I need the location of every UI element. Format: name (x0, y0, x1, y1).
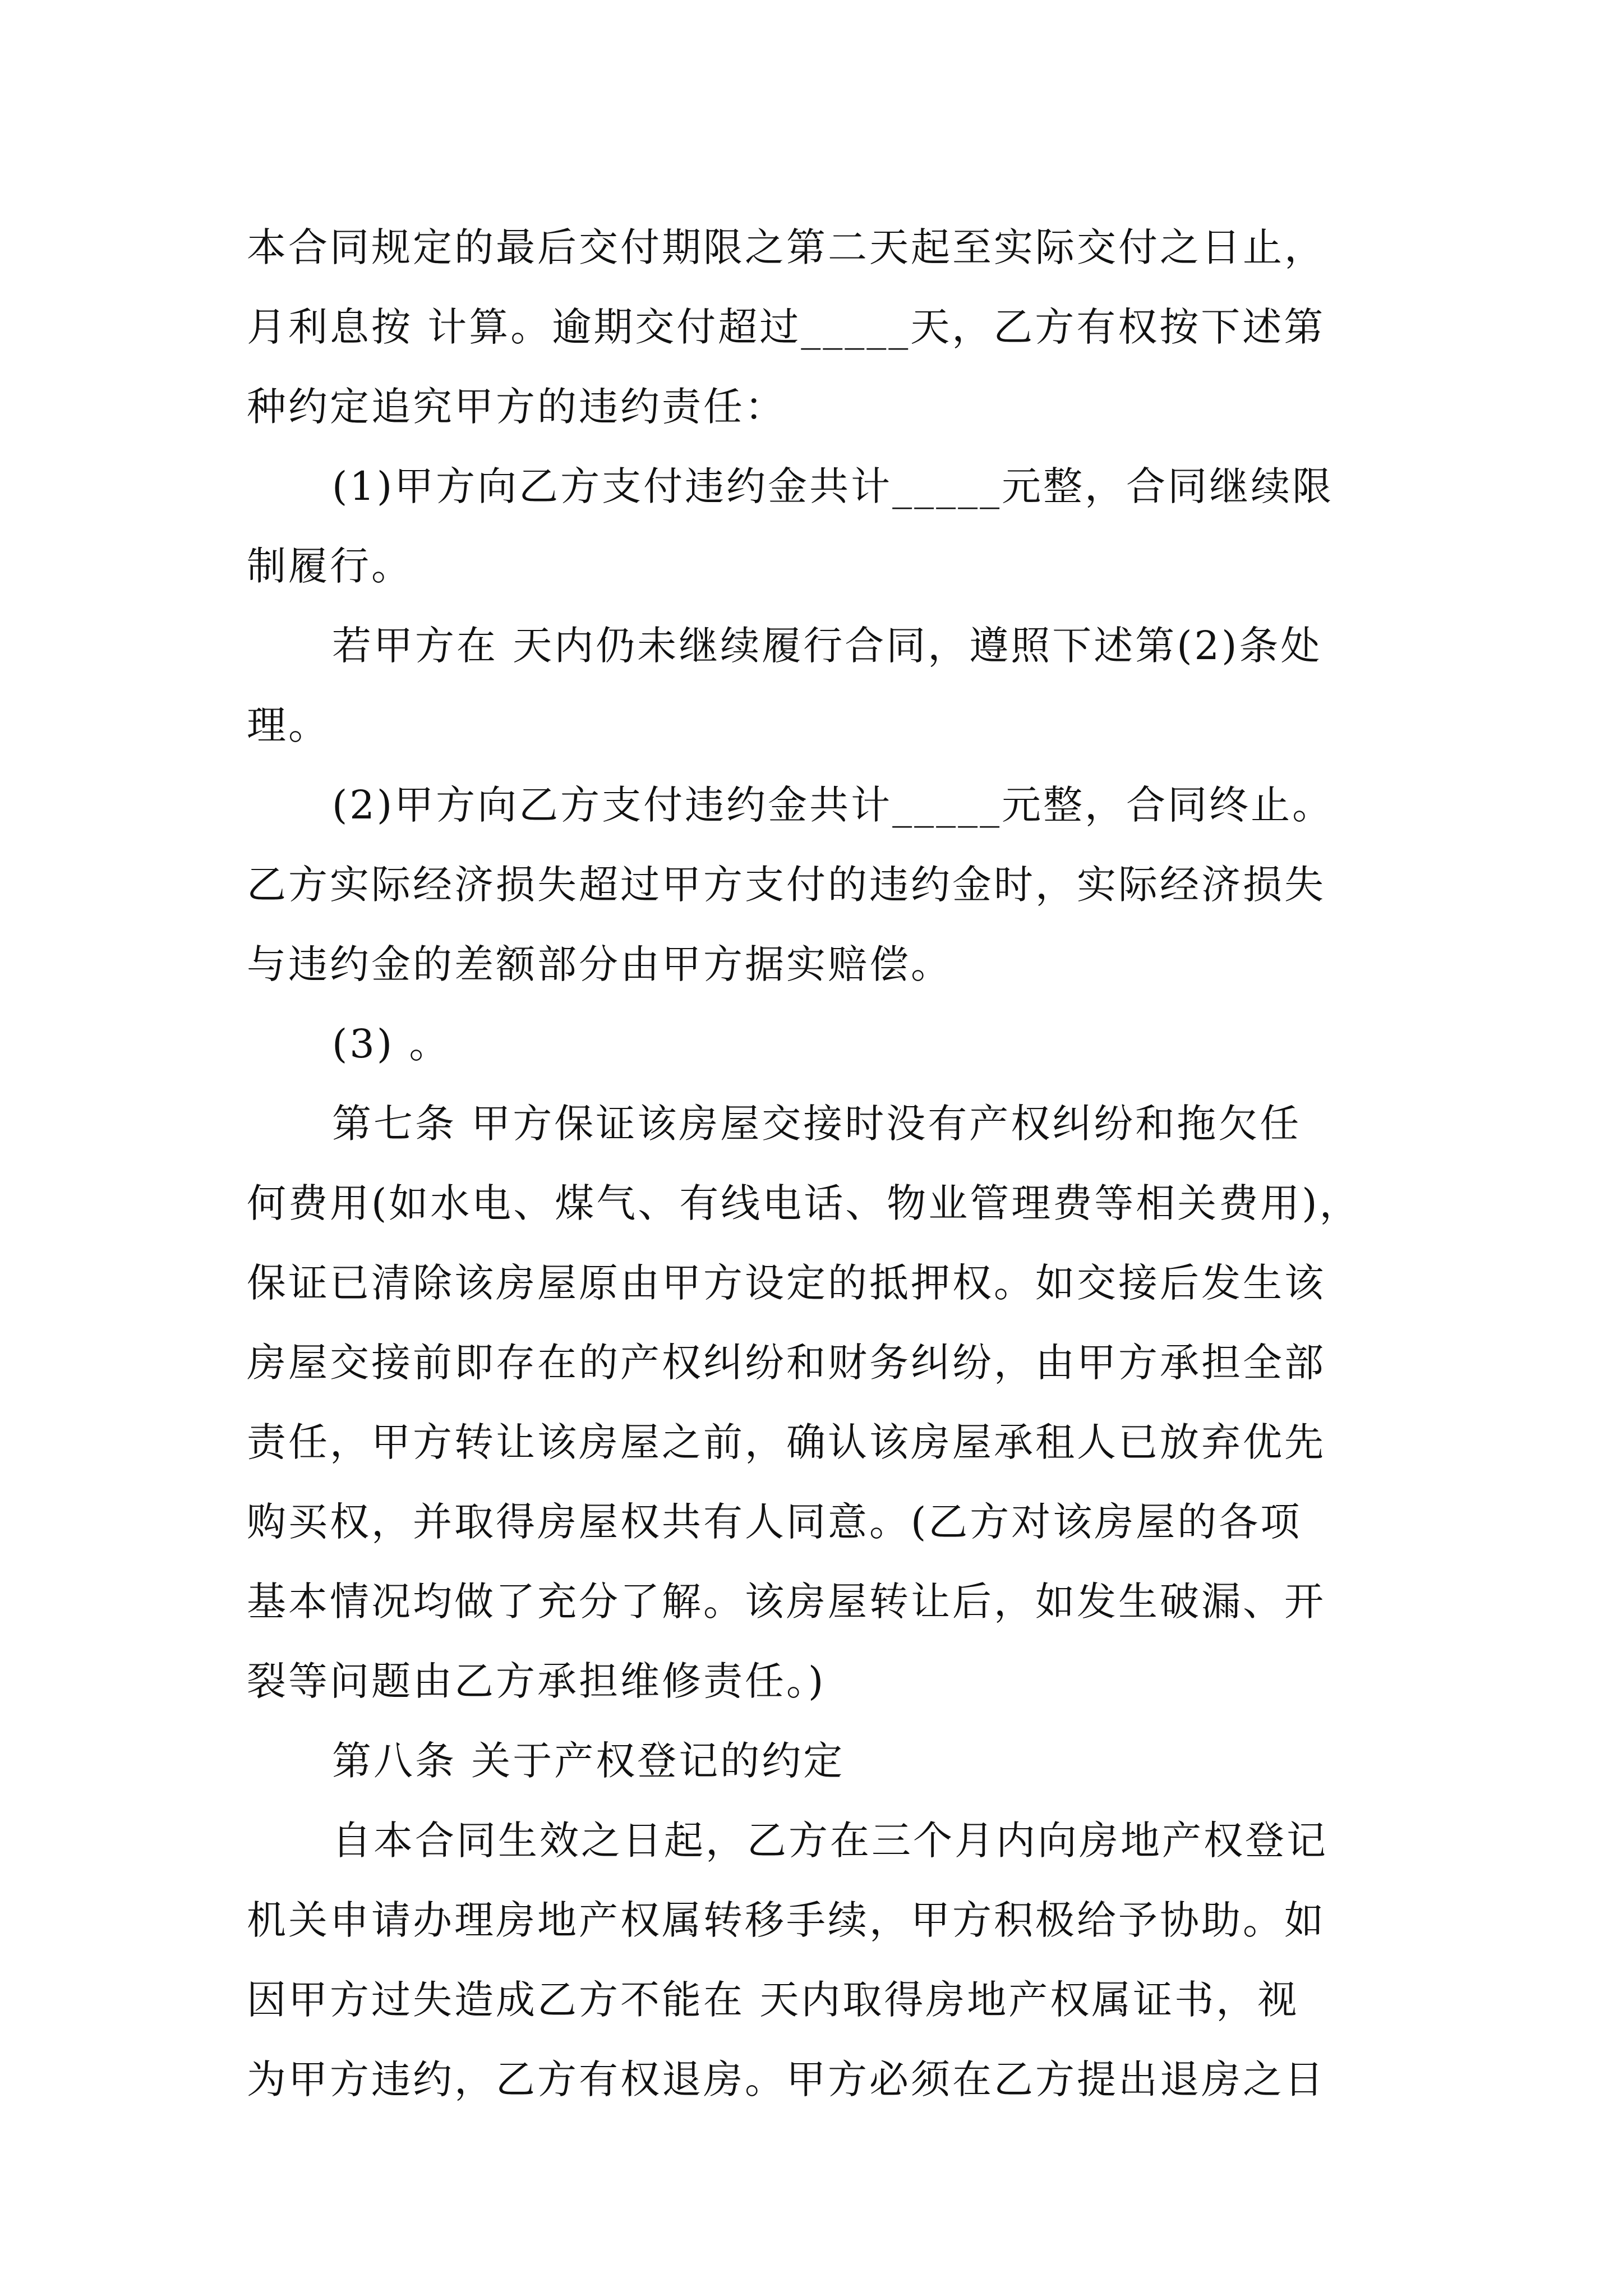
text-line: 房屋交接前即存在的产权纠纷和财务纠纷，由甲方承担全部 (247, 1340, 1326, 1386)
text-line: 责任，甲方转让该房屋之前，确认该房屋承租人已放弃优先 (247, 1419, 1326, 1465)
text-line: 机关申请办理房地产权属转移手续，甲方积极给予协助。如 (247, 1897, 1326, 1943)
text-line: 理。 (247, 702, 330, 748)
text-line: 乙方实际经济损失超过甲方支付的违约金时，实际经济损失 (247, 862, 1326, 908)
text-line: 第七条 甲方保证该房屋交接时没有产权纠纷和拖欠任 (332, 1101, 1302, 1147)
text-line: 裂等问题由乙方承担维修责任。) (247, 1658, 826, 1704)
text-line: (3) 。 (332, 1021, 451, 1067)
text-line: 制履行。 (247, 543, 413, 589)
text-line: 种约定追究甲方的违约责任： (247, 384, 786, 430)
text-line: 保证已清除该房屋原由甲方设定的抵押权。如交接后发生该 (247, 1260, 1326, 1306)
text-line: 月利息按 计算。逾期交付超过_____天，乙方有权按下述第 (247, 304, 1326, 350)
text-line: 自本合同生效之日起，乙方在三个月内向房地产权登记 (332, 1818, 1328, 1864)
text-line: 第八条 关于产权登记的约定 (332, 1738, 845, 1784)
text-line: 因甲方过失造成乙方不能在 天内取得房地产权属证书，视 (247, 1977, 1299, 2023)
text-line: 若甲方在 天内仍未继续履行合同，遵照下述第(2)条处 (332, 623, 1322, 669)
text-line: 基本情况均做了充分了解。该房屋转让后，如发生破漏、开 (247, 1579, 1326, 1625)
text-line: (1)甲方向乙方支付违约金共计_____元整，合同继续限 (332, 463, 1334, 509)
contract-text-body (247, 208, 1430, 2119)
text-line: 何费用(如水电、煤气、有线电话、物业管理费等相关费用)， (247, 1180, 1361, 1226)
text-line: 与违约金的差额部分由甲方据实赔偿。 (247, 941, 952, 987)
text-line: 本合同规定的最后交付期限之第二天起至实际交付之日止， (247, 224, 1326, 270)
text-line: 购买权，并取得房屋权共有人同意。(乙方对该房屋的各项 (247, 1499, 1302, 1545)
text-line: 为甲方违约，乙方有权退房。甲方必须在乙方提出退房之日 (247, 2056, 1326, 2102)
text-line: (2)甲方向乙方支付违约金共计_____元整，合同终止。 (332, 782, 1334, 828)
